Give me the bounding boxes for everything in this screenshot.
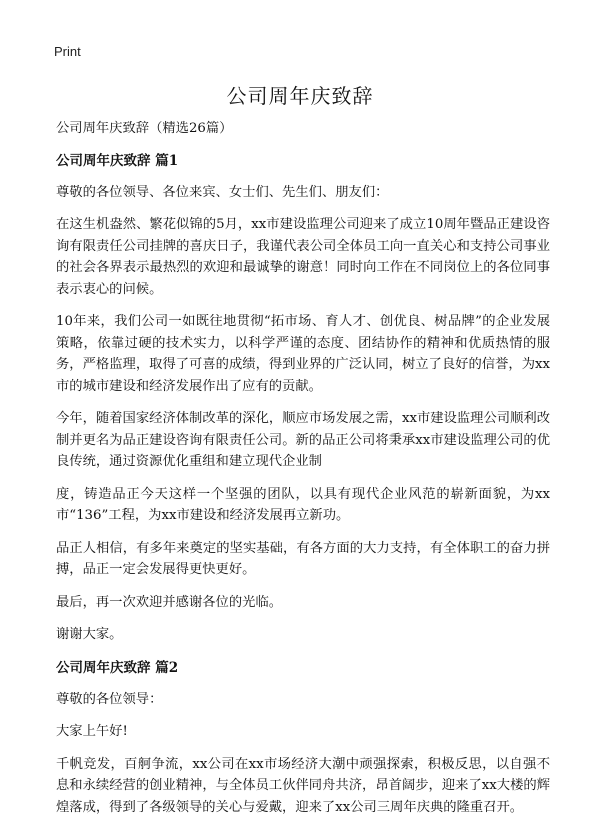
document-body	[56, 118, 550, 829]
section-heading: 公司周年庆致辞 篇1	[56, 152, 179, 169]
paragraph: 千帆竞发，百舸争流，xx公司在xx市场经济大潮中顽强探索，积极反思，以自强不息和永续经营的创业精神，与全体员工伙伴同舟共济，昂首阔步，迎来了xx大楼的辉煌落成，得到了各级领导的关心与爱戴，迎来了xx公司三周年庆典的隆重召开。	[56, 756, 550, 815]
paragraph: 尊敬的各位领导、各位来宾、女士们、先生们、朋友们：	[56, 184, 389, 200]
section-1	[56, 150, 550, 646]
paragraph: 谢谢大家。	[56, 627, 123, 642]
paragraph: 大家上午好!	[56, 724, 128, 739]
paragraph: 10年来，我们公司一如既往地贯彻“拓市场、育人才、创优良、树品牌”的企业发展策略，依靠过硬的技术实力，以科学严谨的态度、团结协作的精神和优质热情的服务，严格监理，取得了可喜的成绩，得到业界的广泛认同，树立了良好的信誉，为xx市的城市建设和经济发展作出了应有的贡献。	[56, 314, 550, 394]
paragraph: 度，铸造品正今天这样一个坚强的团队，以具有现代企业风范的崭新面貌，为xx市“136”工程，为xx市建设和经济发展再立新功。	[56, 486, 550, 523]
paragraph: 尊敬的各位领导：	[56, 691, 163, 707]
paragraph: 今年，随着国家经济体制改革的深化，顺应市场发展之需，xx市建设监理公司顺利改制并更名为品正建设咨询有限责任公司。新的品正公司将秉承xx市建设监理公司的优良传统，通过资源优化重组和建立现代企业制	[56, 411, 550, 469]
section-heading: 公司周年庆致辞 篇2	[56, 659, 179, 676]
print-link[interactable]: Print	[54, 44, 81, 59]
section-2	[56, 657, 550, 819]
page-title: 公司周年庆致辞	[226, 84, 374, 108]
document-subtitle: 公司周年庆致辞（精选26篇）	[56, 121, 233, 136]
paragraph: 在这生机盎然、繁花似锦的5月，xx市建设监理公司迎来了成立10周年暨品正建设咨询有限责任公司挂牌的喜庆日子，我谨代表公司全体员工向一直关心和支持公司事业的社会各界表示最热烈的欢迎和最诚挚的谢意！同时向工作在不同岗位上的各位同事表示衷心的问候。	[56, 217, 550, 297]
paragraph: 最后，再一次欢迎并感谢各位的光临。	[56, 594, 283, 610]
paragraph: 品正人相信，有多年来奠定的坚实基础，有各方面的大力支持，有全体职工的奋力拼搏，品正一定会发展得更快更好。	[56, 540, 550, 577]
